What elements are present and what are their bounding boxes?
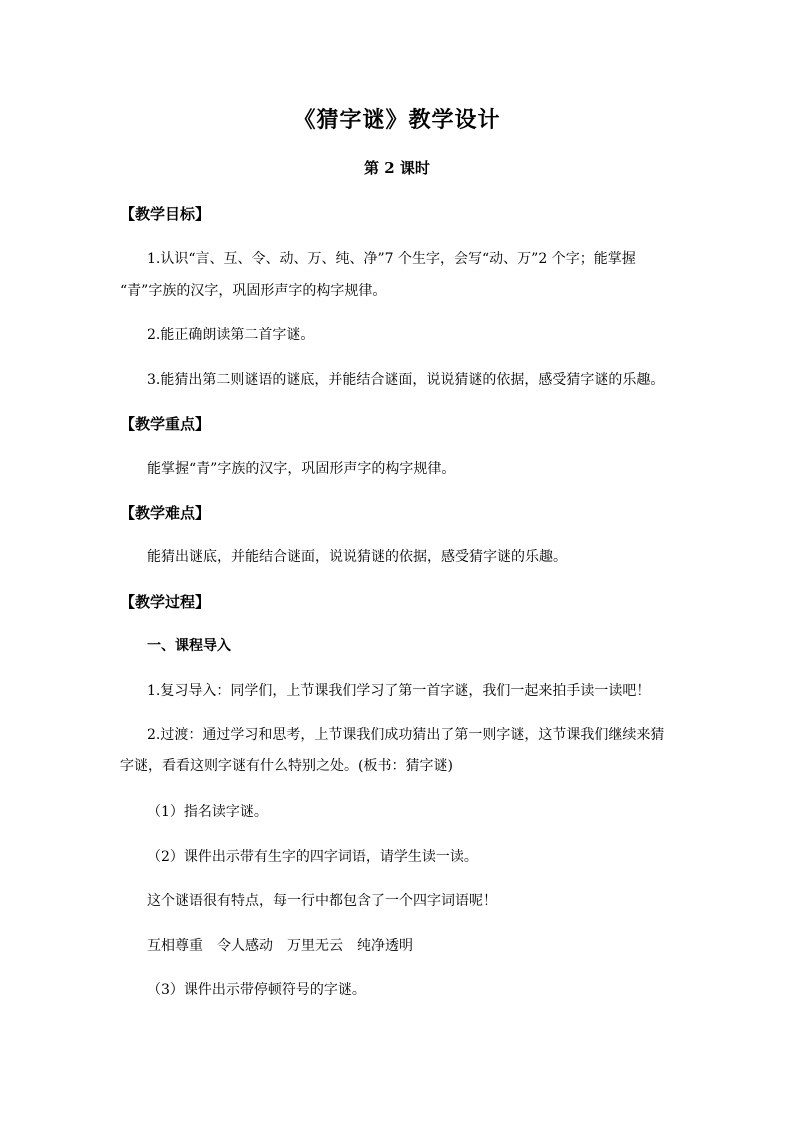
document-title: 《猜字谜》教学设计 xyxy=(293,107,501,133)
process-heading: 【教学过程】 xyxy=(120,593,211,611)
process-paragraph-2-line-1: 2.过渡：通过学习和思考，上节课我们成功猜出了第一则字谜，这节课我们继续来猜 xyxy=(147,727,665,743)
process-paragraph-2-line-2: 字谜，看看这则字谜有什么特别之处。(板书：猜字谜) xyxy=(120,758,453,774)
difficulties-heading: 【教学难点】 xyxy=(120,504,211,522)
process-note: 这个谜语很有特点，每一行中都包含了一个四字词语呢！ xyxy=(147,893,497,909)
objectives-heading: 【教学目标】 xyxy=(120,205,211,223)
objective-1-line-1: 1.认识“言、互、令、动、万、纯、净”7 个生字，会写“动、万”2 个字；能掌握 xyxy=(147,251,636,267)
objective-1-line-2: “青”字族的汉字，巩固形声字的构字规律。 xyxy=(120,283,387,299)
process-step-1: （1）指名读字谜。 xyxy=(147,804,268,820)
process-step-3: （3）课件出示带停顿符号的字谜。 xyxy=(147,982,366,998)
key-points-heading: 【教学重点】 xyxy=(120,415,211,433)
process-step-2: （2）课件出示带有生字的四字词语，请学生读一读。 xyxy=(147,849,478,865)
process-paragraph-1: 1.复习导入：同学们，上节课我们学习了第一首字谜，我们一起来拍手读一读吧！ xyxy=(147,683,651,699)
lesson-subtitle: 第 2 课时 xyxy=(364,159,430,177)
objective-3: 3.能猜出第二则谜语的谜底，并能结合谜面，说说猜谜的依据，感受猜字谜的乐趣。 xyxy=(147,372,665,388)
process-subheading: 一、课程导入 xyxy=(147,638,231,654)
key-points-text: 能掌握“青”字族的汉字，巩固形声字的构字规律。 xyxy=(147,461,456,477)
objective-2: 2.能正确朗读第二首字谜。 xyxy=(147,327,315,343)
four-character-words: 互相尊重 令人感动 万里无云 纯净透明 xyxy=(147,938,413,954)
difficulties-text: 能猜出谜底，并能结合谜面，说说猜谜的依据，感受猜字谜的乐趣。 xyxy=(147,549,567,565)
